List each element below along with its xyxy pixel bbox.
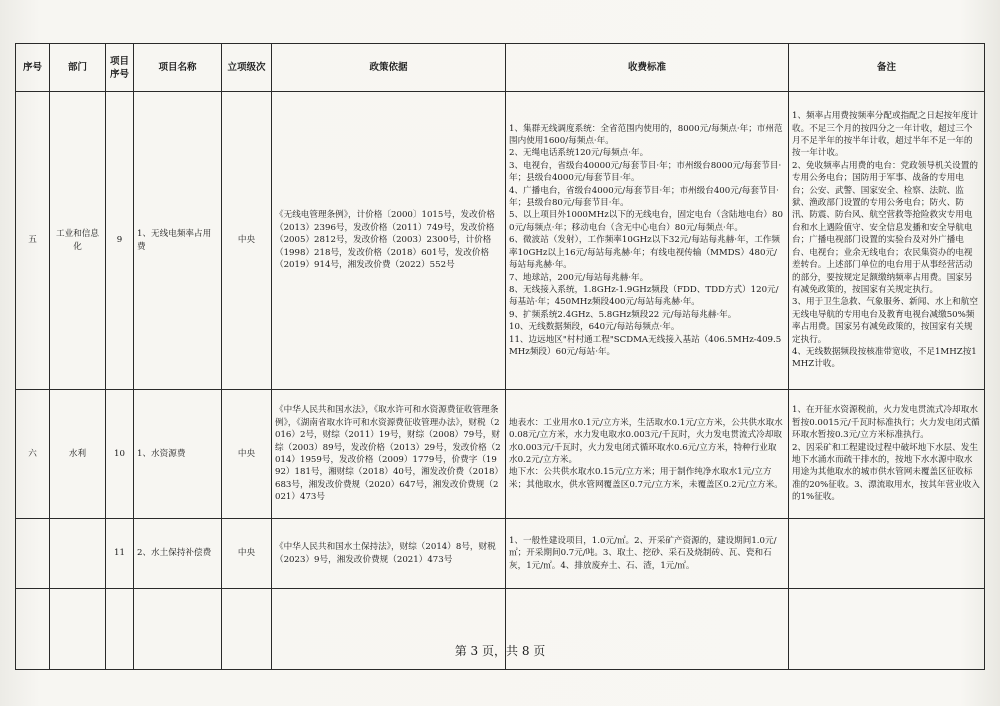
- header-standard: 收费标准: [506, 44, 789, 92]
- text-line: 8、无线接入系统，1.8GHz-1.9GHz频段（FDD、TDD方式）120元/每基站·年；450MHz频段400元/每站每兆赫·年。: [509, 284, 779, 308]
- text-line: 10、无线数据频段，640元/每站每频点·年。: [509, 322, 680, 333]
- cell-policy: 《无线电管理条例》，计价格〔2000〕1015号，发改价格（2013）2396号，发改价格（2011）749号，发改价格（2005）2812号，发改价格（2003）2300号，计价格（1998）218号，发改价格（2018）601号，发改价格（2019）914号，湘发改价费（2022）552号: [272, 92, 506, 390]
- cell-item-name: 2、水土保持补偿费: [134, 519, 222, 589]
- cell-standard: [506, 390, 789, 519]
- cell-item-name: 1、无线电频率占用费: [134, 92, 222, 390]
- cell-seq: 六: [16, 390, 50, 519]
- cell-note: [789, 390, 985, 519]
- header-note: 备注: [789, 44, 985, 92]
- text-line: 7、地球站，200元/每站每兆赫·年。: [509, 272, 649, 283]
- cell-policy: 《中华人民共和国水土保持法》，财综（2014）8号，财税（2023）9号，湘发改价费规（2021）473号: [272, 519, 506, 589]
- cell-level: 中央: [222, 390, 272, 519]
- cell-dept: 工业和信息化: [50, 92, 106, 390]
- text-line: 1、在开征水资源税前，火力发电贯流式冷却取水暂按0.0015元/千瓦时标准执行；火力发电闭式循环取水暂按0.3元/立方米标准执行。: [792, 405, 980, 441]
- cell-standard: [506, 519, 789, 589]
- text-line: 9、扩频系统2.4GHz、5.8GHz频段22 元/每站每兆赫·年。: [509, 309, 737, 320]
- cell-item-seq: 9: [106, 92, 134, 390]
- text-line: 2、无绳电话系统120元/每频点·年。: [509, 148, 649, 159]
- table-row: [16, 92, 985, 390]
- cell-level: 中央: [222, 519, 272, 589]
- text-line: 3、电视台，省级台40000元/每套节目·年；市州级台8000元/每套节目·年；县级台4000元/每套节目·年。: [509, 160, 782, 184]
- table-row: [16, 519, 985, 589]
- table-header-row: [16, 44, 985, 92]
- cell-note: [789, 519, 985, 589]
- text-line: 1、频率占用费按频率分配或指配之日起按年度计收。不足三个月的按四分之一年计收，超过三个月不足半年的按半年计收，超过半年不足一年的按一年计收。: [792, 111, 978, 159]
- text-line: 4、无线数据频段按核准带宽收，不足1MHZ按1MHZ计收。: [792, 346, 977, 370]
- cell-policy: 《中华人民共和国水法》，《取水许可和水资源费征收管理条例》，《湖南省取水许可和水资源费征收管理办法》，财税（2016）2号，财综（2011）19号，财综（2008）79号，财综（2003）89号，发改价格（2013）29号，发改价格（2014）1959号，发改价格（2009）1779号，价费字（1992）181号，湘财综（2018）40号，湘发改价费（2018）683号，湘发改价费规（2020）647号，湘发改价费规（2021）473号: [272, 390, 506, 519]
- header-policy: 政策依据: [272, 44, 506, 92]
- header-item-name: 项目名称: [134, 44, 222, 92]
- cell-standard: [506, 92, 789, 390]
- text-line: 2、因采矿和工程建设过程中破坏地下水层、发生地下水涌水而疏干排水的，按地下水水源中取水用途为其他取水的城市供水管网未覆盖区征收标准的20%征收。3、漂流取用水，按其年营业收入的1%征收。: [792, 442, 980, 503]
- cell-seq: 五: [16, 92, 50, 390]
- text-line: 1、集群无线调度系统：全省范围内使用的，8000元/每频点·年；市州范围内使用1600/每频点·年。: [509, 123, 783, 147]
- header-seq: 序号: [16, 44, 50, 92]
- cell-dept: [50, 519, 106, 589]
- header-item-seq: 项目序号: [106, 44, 134, 92]
- cell-item-seq: 11: [106, 519, 134, 589]
- cell-note: [789, 92, 985, 390]
- fee-table: [15, 43, 985, 670]
- text-line: 1、一般性建设项目，1.0元/㎡。2、开采矿产资源的，建设期间1.0元/㎡；开采期间0.7元/吨。3、取土、挖砂、采石及烧制砖、瓦、瓷和石灰，1元/㎡。4、排放废弃土、石、渣，1元/㎡。: [509, 535, 777, 571]
- cell-dept: 水利: [50, 390, 106, 519]
- text-line: 地表水：工业用水0.1元/立方米，生活取水0.1元/立方米，公共供水取水0.08元/立方米，水力发电取水0.003元/千瓦时，火力发电贯流式冷却取水0.003元/千瓦时，火力发电闭式循环取水0.6元/立方米，特种行业取水0.2元/立方米。: [509, 417, 783, 465]
- text-line: 地下水：公共供水取水0.15元/立方米；用于制作纯净水取水1元/立方米；其他取水，供水管网覆盖区0.7元/立方米，未覆盖区0.2元/立方米。: [509, 467, 783, 490]
- text-line: 5、以上项目外1000MHz以下的无线电台，固定电台（含陆地电台）800元/每频点·年；移动电台（含无中心电台）80元/每频点·年。: [509, 210, 783, 233]
- cell-level: 中央: [222, 92, 272, 390]
- text-line: 2、免收频率占用费的电台：党政领导机关设置的专用公务电台；国防用于军事、战备的专用电台；公安、武警、国家安全、检察、法院、监狱、渔政部门设置的专用公务电台；防火、防汛、防震、防台风、航空营救等抢险救灾专用电台和水上遇险值守、安全信息发播和安全导航电台；广播电视部门设置的实验台及对外广播电台、电视台；业余无线电台；农民集资办的电视差转台。上述部门单位的电台用于从事经营活动的部分，要按规定足额缴纳频率占用费。国家另有减免政策的，按国家有关规定执行。: [792, 160, 978, 295]
- text-line: 6、微波站（发射），工作频率10GHz以下32元/每站每兆赫·年，工作频率10GHz以上16元/每站每兆赫·年；有线电视传输（MMDS）480元/每站每兆赫·年。: [509, 235, 780, 271]
- text-line: 3、用于卫生急救、气象服务、新闻、水上和航空无线电导航的专用电台及教育电视台减缴50%频率占用费。国家另有减免政策的，按国家有关规定执行。: [792, 297, 978, 345]
- text-line: 11、边远地区"村村通工程"SCDMA无线接入基站（406.5MHz-409.5MHz频段）60元/每站·年。: [509, 334, 782, 357]
- text-line: 4、广播电台，省级台4000元/每套节目·年；市州级台400元/每套节目·年；县级台80元/每套节目·年。: [509, 185, 779, 209]
- cell-seq: [16, 519, 50, 589]
- table-row: [16, 390, 985, 519]
- page-footer: 第 3 页，共 8 页: [454, 644, 546, 658]
- cell-item-seq: 10: [106, 390, 134, 519]
- cell-item-name: 1、水资源费: [134, 390, 222, 519]
- header-level: 立项级次: [222, 44, 272, 92]
- header-dept: 部门: [50, 44, 106, 92]
